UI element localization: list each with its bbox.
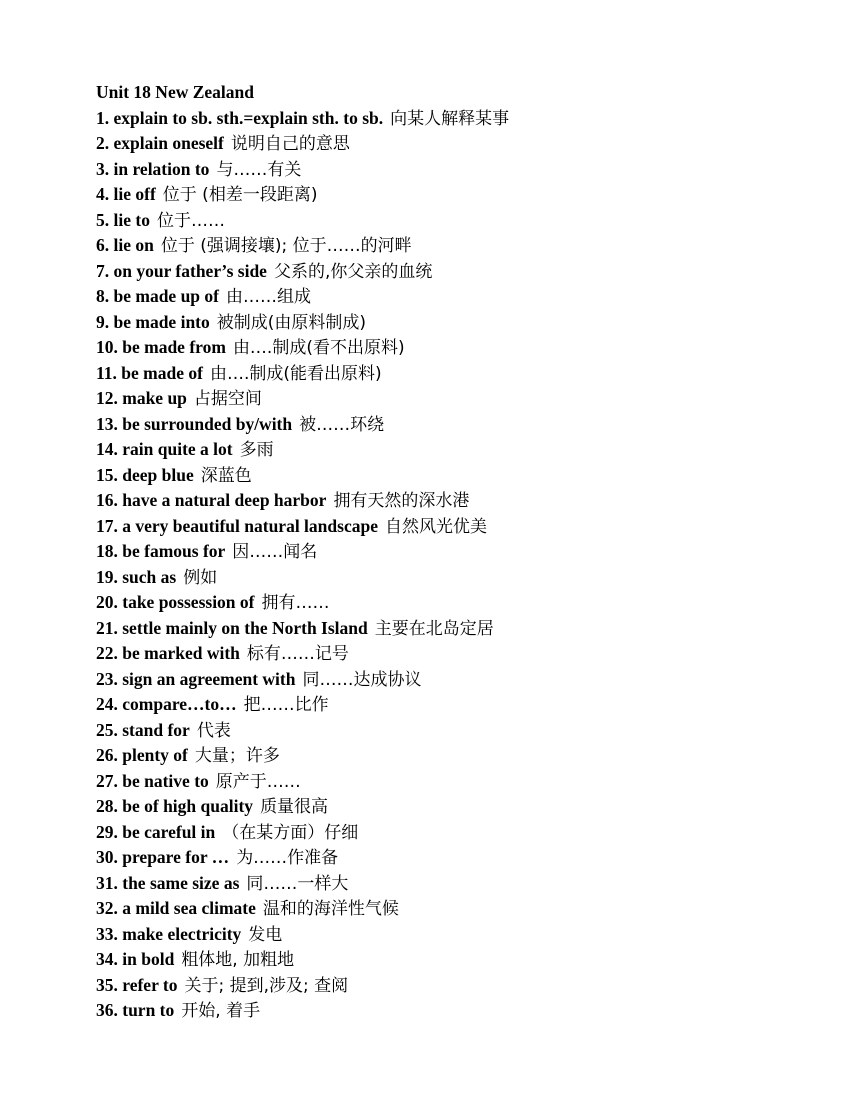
vocab-meaning: 拥有…… bbox=[261, 593, 330, 613]
vocab-entry bbox=[96, 973, 836, 999]
vocab-phrase: 16. have a natural deep harbor bbox=[96, 490, 327, 510]
vocab-phrase: 36. turn to bbox=[96, 1000, 175, 1020]
vocab-phrase: 29. be careful in bbox=[96, 821, 216, 842]
vocab-phrase: 12. make up bbox=[96, 388, 187, 408]
vocab-phrase: 15. deep blue bbox=[96, 464, 194, 485]
vocab-meaning: 例如 bbox=[183, 567, 218, 588]
vocab-entry bbox=[96, 463, 836, 489]
vocab-entry bbox=[96, 896, 836, 922]
vocab-phrase: 18. be famous for bbox=[96, 541, 226, 561]
vocab-meaning: 开始, 着手 bbox=[181, 1001, 261, 1021]
vocab-phrase: 26. plenty of bbox=[96, 745, 188, 765]
vocab-phrase: 13. be surrounded by/with bbox=[96, 413, 293, 434]
vocab-meaning: 原产于…… bbox=[215, 771, 301, 792]
vocab-phrase: 14. rain quite a lot bbox=[96, 439, 233, 459]
vocab-phrase: 22. be marked with bbox=[96, 643, 240, 663]
vocab-phrase: 9. be made into bbox=[96, 311, 210, 332]
vocab-entry bbox=[96, 616, 836, 642]
vocab-meaning: 同……达成协议 bbox=[302, 669, 422, 690]
entries-container bbox=[96, 106, 836, 1024]
vocab-meaning: 由……组成 bbox=[226, 287, 311, 307]
vocab-phrase: 28. be of high quality bbox=[96, 796, 254, 816]
vocab-entry bbox=[96, 718, 836, 744]
vocab-entry bbox=[96, 743, 836, 769]
vocab-entry bbox=[96, 539, 836, 565]
vocab-phrase: 33. make electricity bbox=[96, 923, 242, 944]
vocab-entry bbox=[96, 412, 836, 438]
vocab-phrase: 20. take possession of bbox=[96, 592, 255, 612]
vocab-entry bbox=[96, 488, 836, 514]
vocab-meaning: 深蓝色 bbox=[200, 465, 252, 486]
vocab-entry bbox=[96, 284, 836, 310]
vocab-meaning: 位于 (相差一段距离) bbox=[162, 185, 318, 205]
vocab-phrase: 3. in relation to bbox=[96, 158, 210, 179]
vocab-entry bbox=[96, 131, 836, 157]
vocab-entry bbox=[96, 922, 836, 948]
vocab-meaning: 拥有天然的深水港 bbox=[333, 491, 470, 511]
vocab-entry bbox=[96, 208, 836, 234]
document-title: Unit 18 New Zealand bbox=[96, 82, 254, 102]
vocab-phrase: 10. be made from bbox=[96, 337, 226, 357]
vocab-meaning: 为……作准备 bbox=[236, 848, 339, 868]
vocab-meaning: 主要在北岛定居 bbox=[374, 618, 494, 639]
vocab-phrase: 32. a mild sea climate bbox=[96, 898, 256, 918]
vocab-meaning: 与……有关 bbox=[216, 159, 302, 180]
vocab-meaning: 位于…… bbox=[156, 210, 225, 231]
vocab-entry bbox=[96, 514, 836, 540]
vocab-meaning: 粗体地, 加粗地 bbox=[181, 950, 295, 970]
vocab-phrase: 31. the same size as bbox=[96, 872, 240, 893]
vocab-meaning: 多雨 bbox=[239, 440, 274, 460]
vocab-phrase: 17. a very beautiful natural landscape bbox=[96, 515, 378, 536]
vocab-phrase: 24. compare…to… bbox=[96, 694, 237, 714]
vocab-meaning: 发电 bbox=[248, 924, 283, 945]
vocab-entry bbox=[96, 667, 836, 693]
vocab-phrase: 5. lie to bbox=[96, 209, 150, 230]
vocab-meaning: 同……一样大 bbox=[246, 873, 349, 894]
vocab-entry bbox=[96, 157, 836, 183]
vocab-entry bbox=[96, 386, 836, 412]
vocab-meaning: 由….制成(能看出原料) bbox=[209, 363, 382, 384]
vocab-meaning: 温和的海洋性气候 bbox=[262, 899, 399, 919]
vocab-entry bbox=[96, 361, 836, 387]
vocab-phrase: 35. refer to bbox=[96, 974, 178, 995]
vocab-meaning: 父系的,你父亲的血统 bbox=[273, 261, 433, 282]
vocab-phrase: 4. lie off bbox=[96, 184, 156, 204]
vocab-phrase: 2. explain oneself bbox=[96, 133, 224, 153]
vocab-phrase: 27. be native to bbox=[96, 770, 209, 791]
vocab-phrase: 21. settle mainly on the North Island bbox=[96, 617, 368, 638]
vocab-phrase: 34. in bold bbox=[96, 949, 175, 969]
vocab-meaning: 标有……记号 bbox=[246, 644, 349, 664]
vocab-phrase: 23. sign an agreement with bbox=[96, 668, 296, 689]
vocab-meaning: 占据空间 bbox=[193, 389, 262, 409]
vocab-entry bbox=[96, 641, 836, 667]
vocab-entry bbox=[96, 437, 836, 463]
vocab-meaning: 向某人解释某事 bbox=[390, 108, 510, 129]
vocab-phrase: 25. stand for bbox=[96, 719, 190, 740]
vocab-entry bbox=[96, 590, 836, 616]
vocab-meaning: 被制成(由原料制成) bbox=[216, 312, 367, 333]
vocab-entry bbox=[96, 947, 836, 973]
vocab-meaning: 自然风光优美 bbox=[384, 516, 487, 537]
vocab-entry bbox=[96, 692, 836, 718]
vocab-meaning: 位于 (强调接壤); 位于……的河畔 bbox=[160, 236, 412, 256]
vocab-entry bbox=[96, 565, 836, 591]
vocab-phrase: 19. such as bbox=[96, 566, 177, 587]
vocab-meaning: 由….制成(看不出原料) bbox=[232, 338, 405, 358]
vocab-entry bbox=[96, 233, 836, 259]
vocab-entry bbox=[96, 998, 836, 1024]
vocab-entry bbox=[96, 106, 836, 132]
vocab-entry bbox=[96, 820, 836, 846]
vocabulary-list bbox=[96, 80, 836, 1024]
vocab-meaning: 因……闻名 bbox=[232, 542, 318, 562]
vocab-phrase: 30. prepare for … bbox=[96, 847, 230, 867]
vocab-meaning: 大量；许多 bbox=[194, 746, 280, 766]
vocab-entry bbox=[96, 310, 836, 336]
vocab-meaning: 关于; 提到,涉及; 查阅 bbox=[184, 975, 349, 996]
vocab-entry bbox=[96, 769, 836, 795]
vocab-meaning: 把……比作 bbox=[243, 695, 329, 715]
vocab-entry bbox=[96, 259, 836, 285]
vocab-entry bbox=[96, 871, 836, 897]
vocab-phrase: 1. explain to sb. sth.=explain sth. to sb. bbox=[96, 107, 384, 128]
vocab-entry bbox=[96, 794, 836, 820]
vocab-meaning: 质量很高 bbox=[260, 797, 329, 817]
vocab-meaning: 被……环绕 bbox=[299, 414, 385, 435]
vocab-meaning: 代表 bbox=[196, 720, 231, 741]
vocab-phrase: 6. lie on bbox=[96, 235, 154, 255]
vocab-meaning: 说明自己的意思 bbox=[230, 134, 350, 154]
vocab-phrase: 7. on your father’s side bbox=[96, 260, 267, 281]
vocab-phrase: 8. be made up of bbox=[96, 286, 219, 306]
vocab-entry bbox=[96, 182, 836, 208]
vocab-entry bbox=[96, 845, 836, 871]
vocab-entry bbox=[96, 335, 836, 361]
vocab-phrase: 11. be made of bbox=[96, 362, 203, 383]
vocab-meaning: （在某方面）仔细 bbox=[222, 822, 359, 843]
